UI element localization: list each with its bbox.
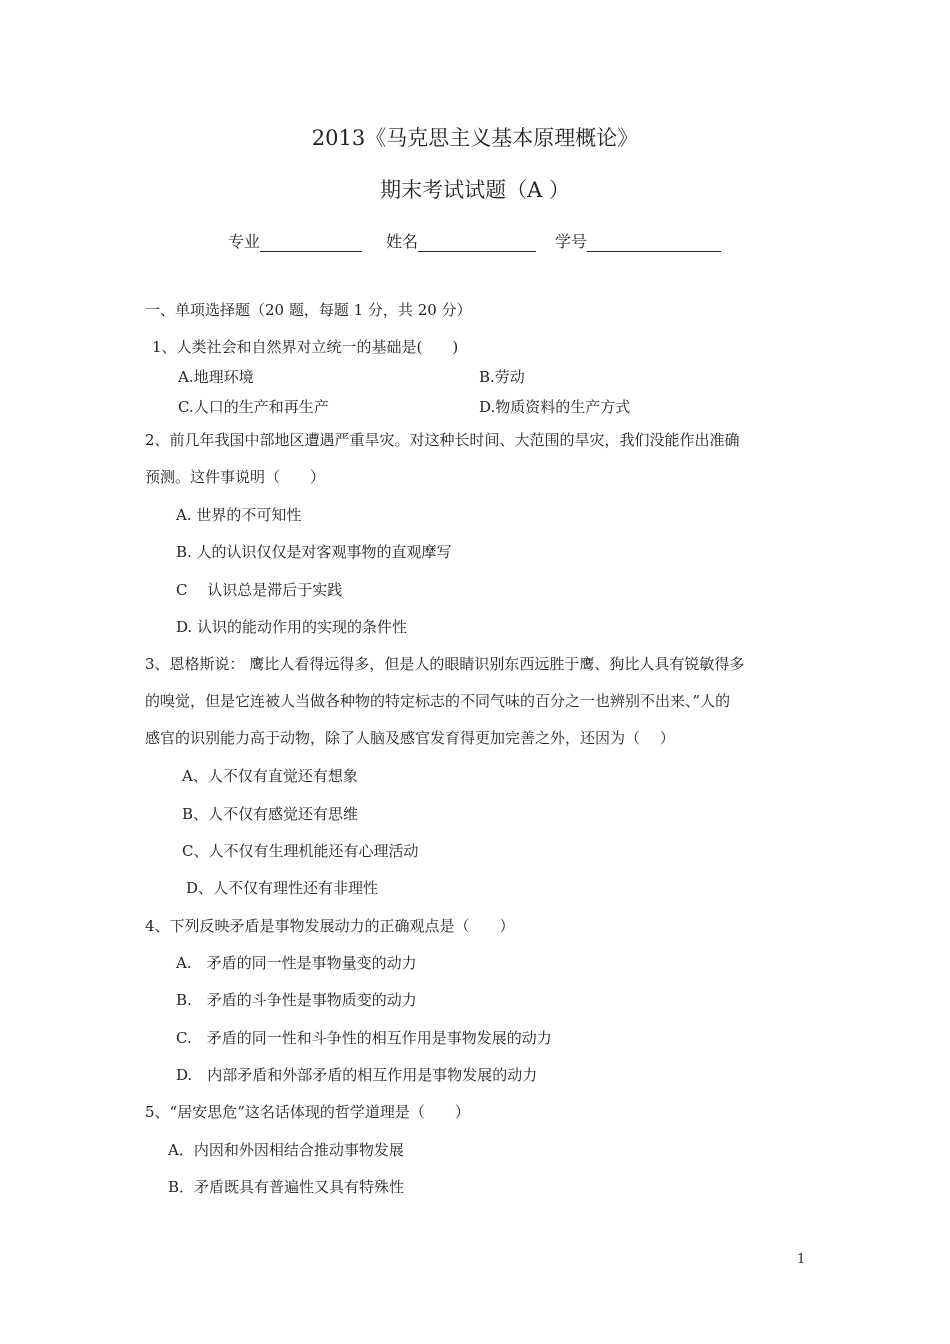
option-b: B. 人的认识仅仅是对客观事物的直观摩写 [176,543,452,561]
field-major-label: 专业 [228,232,261,251]
exam-subtitle: 期末考试试题（A ） [380,178,570,202]
field-name-label: 姓名 [386,232,419,251]
question-stem: 感官的识别能力高于动物，除了人脑及感官发育得更加完善之外，还因为（ ） [145,729,675,747]
field-name-line[interactable] [418,233,536,252]
option-b: B.劳动 [479,368,525,386]
option-b: B、人不仅有感觉还有思维 [182,805,359,823]
question-stem: 2、前几年我国中部地区遭遇严重旱灾。对这种长时间、大范围的旱灾，我们没能作出准确 [145,431,740,449]
option-b: B．矛盾既具有普遍性又具有特殊性 [168,1178,405,1196]
question-stem: 预测。这件事说明（ ） [145,468,326,486]
option-c: C. 矛盾的同一性和斗争性的相互作用是事物发展的动力 [176,1029,552,1047]
option-a: A、人不仅有直觉还有想象 [182,767,358,785]
option-c: C 认识总是滞后于实践 [176,581,343,599]
section-heading: 一、单项选择题（20 题，每题 1 分，共 20 分） [145,301,472,319]
option-c: C.人口的生产和再生产 [178,398,329,416]
field-major[interactable] [228,229,362,252]
option-c: C、人不仅有生理机能还有心理活动 [182,842,419,860]
option-d: D.物质资料的生产方式 [479,398,631,416]
field-student-id[interactable] [555,229,721,252]
option-a: A. 世界的不可知性 [176,506,302,524]
page-number: 1 [797,1252,806,1267]
option-d: D. 内部矛盾和外部矛盾的相互作用是事物发展的动力 [176,1066,538,1084]
field-name[interactable] [386,229,536,252]
option-b: B. 矛盾的斗争性是事物质变的动力 [176,991,417,1009]
option-d: D、人不仅有理性还有非理性 [186,879,379,897]
field-major-line[interactable] [260,233,362,252]
question-stem: 1、人类社会和自然界对立统一的基础是( ) [152,338,459,356]
option-a: A. 矛盾的同一性是事物量变的动力 [176,954,417,972]
exam-title: 2013《马克思主义基本原理概论》 [311,126,639,150]
option-d: D. 认识的能动作用的实现的条件性 [176,618,408,636]
question-stem: 4、下列反映矛盾是事物发展动力的正确观点是（ ） [145,917,515,935]
question-stem: 5、“居安思危”这名话体现的哲学道理是（ ） [145,1103,470,1121]
option-a: A．内因和外因相结合推动事物发展 [168,1141,404,1159]
field-student-id-label: 学号 [555,232,588,251]
question-stem: 3、恩格斯说： 鹰比人看得远得多，但是人的眼睛识别东西远胜于鹰、狗比人具有锐敏得多 [145,655,745,673]
question-stem: 的嗅觉，但是它连被人当做各种物的特定标志的不同气味的百分之一也辨别不出来、”人的 [145,692,731,710]
option-a: A.地理环境 [178,368,254,386]
field-student-id-line[interactable] [587,233,721,252]
